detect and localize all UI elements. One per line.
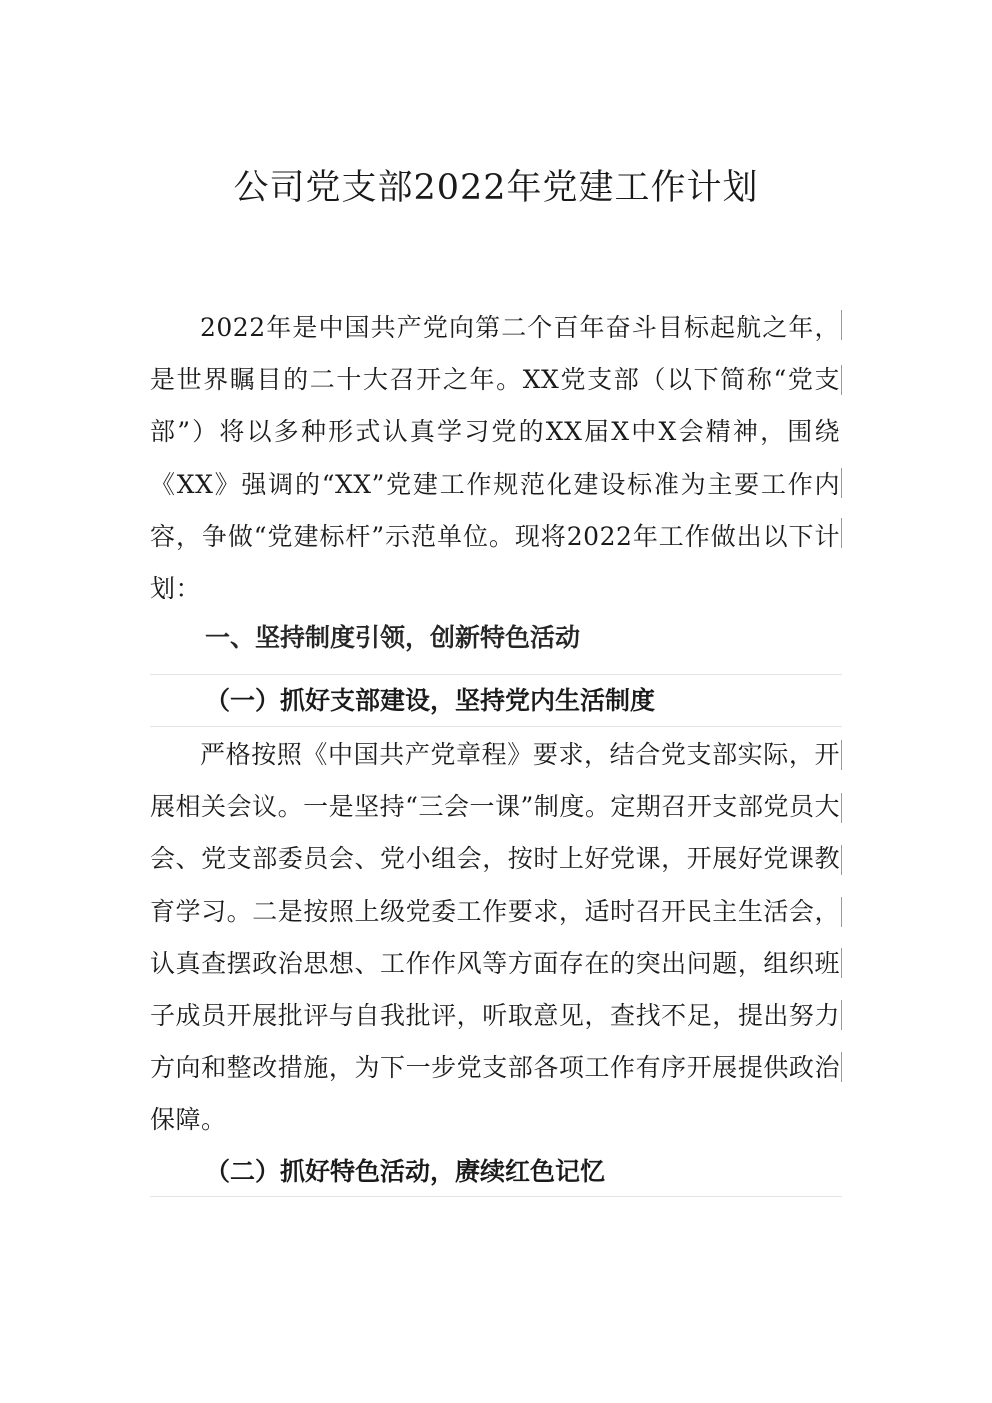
- divider-line: [150, 726, 842, 727]
- divider-line: [150, 674, 842, 675]
- margin-bar: [841, 1000, 842, 1030]
- margin-bar: [841, 518, 842, 548]
- subsection-1-paragraph: 严格按照《中国共产党章程》要求，结合党支部实际，开展相关会议。一是坚持“三会一课”制度。定期召开支部党员大会、党支部委员会、党小组会，按时上好党课，开展好党课教育学习。二是按照上级党委工作要求，适时召开民主生活会，认真查摆政治思想、工作作风等方面存在的突出问题，组织班子成员开展批评与自我批评，听取意见，查找不足，提出努力方向和整改措施，为下一步党支部各项工作有序开展提供政治保障。: [150, 740, 840, 1135]
- margin-bar: [841, 468, 842, 498]
- divider-line: [150, 1196, 842, 1197]
- margin-bar: [841, 948, 842, 978]
- margin-bar: [841, 845, 842, 875]
- intro-paragraph: 2022年是中国共产党向第二个百年奋斗目标起航之年，是世界瞩目的二十大召开之年。XX党支部（以下简称“党支部”）将以多种形式认真学习党的XX届X中X会精神，围绕《XX》强调的“XX”党建工作规范化建设标准为主要工作内容，争做“党建标杆”示范单位。现将2022年工作做出以下计划：: [150, 313, 840, 604]
- margin-bar: [841, 1052, 842, 1082]
- document-title: 公司党支部2022年党建工作计划: [233, 168, 759, 208]
- margin-bar: [841, 897, 842, 927]
- subsection-2-heading: （二）抓好特色活动，赓续红色记忆: [205, 1157, 606, 1186]
- margin-bar: [841, 793, 842, 823]
- margin-bar: [841, 740, 842, 770]
- margin-bar: [841, 365, 842, 395]
- section-1-heading: 一、坚持制度引领，创新特色活动: [205, 623, 581, 652]
- margin-bar: [841, 310, 842, 340]
- subsection-1-heading: （一）抓好支部建设，坚持党内生活制度: [205, 686, 656, 715]
